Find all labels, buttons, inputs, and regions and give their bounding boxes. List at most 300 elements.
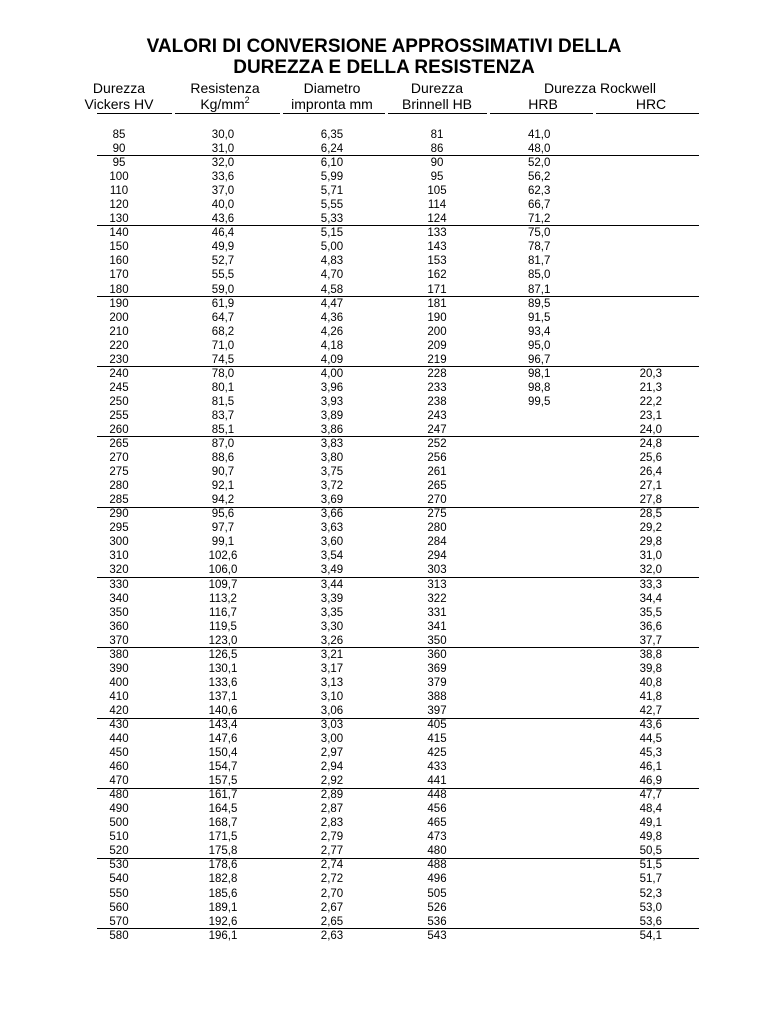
table-row [0,226,768,240]
cell-hrc: 35,5 [639,606,662,619]
cell-diametro: 5,00 [320,241,344,254]
cell-hrb: 48,0 [528,143,551,156]
group-separator-line [97,718,699,719]
cell-brinnell: 243 [427,409,447,422]
cell-resistenza: 49,9 [211,241,235,254]
cell-brinnell: 294 [427,550,447,563]
cell-hv: 480 [109,789,129,802]
cell-resistenza: 68,2 [211,325,235,338]
table-row [0,198,768,212]
cell-hrc: 24,8 [639,438,662,451]
cell-hrc: 52,3 [639,887,662,900]
cell-brinnell: 275 [427,508,447,521]
cell-hrc: 27,1 [639,480,662,493]
table-row [0,844,768,858]
cell-brinnell: 181 [427,297,447,310]
cell-resistenza: 88,6 [211,452,235,465]
cell-hrb: 66,7 [528,199,551,212]
cell-resistenza: 157,5 [208,775,238,788]
cell-hv: 170 [109,269,129,282]
cell-resistenza: 64,7 [211,311,235,324]
cell-hv: 310 [109,550,129,563]
table-row [0,325,768,339]
cell-hv: 400 [109,676,129,689]
table-row [0,563,768,577]
cell-brinnell: 247 [427,423,447,436]
cell-brinnell: 265 [427,480,447,493]
cell-resistenza: 161,7 [208,789,238,802]
cell-hv: 500 [109,817,129,830]
cell-brinnell: 162 [427,269,447,282]
cell-resistenza: 150,4 [208,747,238,760]
cell-brinnell: 86 [430,143,444,156]
cell-brinnell: 105 [427,185,447,198]
cell-resistenza: 164,5 [208,803,238,816]
cell-brinnell: 200 [427,325,447,338]
cell-resistenza: 97,7 [211,522,235,535]
page-title-line-1: VALORI DI CONVERSIONE APPROSSIMATIVI DELLA [146,36,622,57]
table-row [0,549,768,563]
cell-brinnell: 171 [427,283,447,296]
page-title-line-2: DUREZZA E DELLA RESISTENZA [233,57,535,78]
table-row [0,451,768,465]
cell-hv: 130 [109,213,129,226]
table-row [0,156,768,170]
cell-resistenza: 31,0 [211,143,235,156]
cell-diametro: 2,97 [320,747,344,760]
header-underline-res [175,113,280,114]
cell-diametro: 2,87 [320,803,344,816]
cell-brinnell: 322 [427,592,447,605]
cell-hv: 120 [109,199,129,212]
cell-hv: 320 [109,564,129,577]
cell-hrb: 98,8 [528,381,551,394]
cell-hv: 420 [109,704,129,717]
cell-hv: 275 [109,466,129,479]
cell-brinnell: 341 [427,620,447,633]
table-row [0,648,768,662]
cell-hv: 530 [109,859,129,872]
cell-hrc: 46,1 [639,761,662,774]
cell-hv: 570 [109,915,129,928]
cell-diametro: 3,75 [320,466,344,479]
cell-diametro: 4,09 [320,353,344,366]
cell-diametro: 6,10 [320,157,344,170]
cell-diametro: 3,66 [320,508,344,521]
cell-resistenza: 92,1 [211,480,235,493]
cell-diametro: 6,35 [320,129,344,141]
cell-hrc: 20,3 [639,367,662,380]
cell-brinnell: 238 [427,395,447,408]
cell-diametro: 4,47 [320,297,344,310]
cell-brinnell: 480 [427,845,447,858]
cell-hv: 200 [109,311,129,324]
cell-hv: 160 [109,255,129,268]
cell-brinnell: 388 [427,690,447,703]
cell-hrb: 52,0 [528,157,551,170]
table-row [0,395,768,409]
cell-hv: 520 [109,845,129,858]
table-row [0,578,768,592]
group-separator-line [97,155,699,156]
cell-hv: 240 [109,367,129,380]
cell-hrb: 95,0 [528,339,551,352]
header-underline-hb [388,113,487,114]
cell-hv: 260 [109,423,129,436]
cell-diametro: 5,99 [320,171,344,184]
table-row [0,606,768,620]
cell-diametro: 4,36 [320,311,344,324]
cell-brinnell: 433 [427,761,447,774]
cell-hv: 380 [109,648,129,661]
group-separator-line [97,225,699,226]
cell-diametro: 3,35 [320,606,344,619]
cell-resistenza: 178,6 [208,859,238,872]
cell-diametro: 3,26 [320,634,344,647]
cell-diametro: 3,03 [320,718,344,731]
cell-resistenza: 143,4 [208,718,238,731]
cell-hrb: 96,7 [528,353,551,366]
cell-hrc: 47,7 [639,789,662,802]
cell-hv: 295 [109,522,129,535]
cell-resistenza: 154,7 [208,761,238,774]
table-row [0,872,768,886]
cell-hv: 440 [109,733,129,746]
cell-resistenza: 123,0 [208,634,238,647]
cell-diametro: 3,44 [320,578,344,591]
cell-hv: 410 [109,690,129,703]
cell-hrc: 40,8 [639,676,662,689]
header-underline-hrb [490,113,593,114]
cell-resistenza: 85,1 [211,423,235,436]
table-row [0,353,768,367]
cell-brinnell: 114 [427,199,447,212]
cell-resistenza: 61,9 [211,297,235,310]
cell-resistenza: 43,6 [211,213,235,226]
cell-brinnell: 379 [427,676,447,689]
cell-diametro: 2,63 [320,929,344,942]
cell-resistenza: 32,0 [211,157,235,170]
table-row [0,297,768,311]
cell-hv: 285 [109,494,129,507]
cell-diametro: 4,83 [320,255,344,268]
cell-hrc: 53,0 [639,901,662,914]
cell-brinnell: 219 [427,353,447,366]
cell-resistenza: 59,0 [211,283,235,296]
cell-hrc: 37,7 [639,634,662,647]
cell-brinnell: 360 [427,648,447,661]
header-rockwell: Durezza Rockwell [543,80,657,96]
cell-brinnell: 526 [427,901,447,914]
table-row [0,212,768,226]
cell-diametro: 3,80 [320,452,344,465]
cell-hv: 450 [109,747,129,760]
cell-brinnell: 536 [427,915,447,928]
cell-brinnell: 496 [427,873,447,886]
table-row [0,858,768,872]
header-hb-line2: Brinnell HB [401,96,473,112]
cell-resistenza: 140,6 [208,704,238,717]
cell-brinnell: 303 [427,564,447,577]
cell-hrb: 87,1 [528,283,551,296]
header-hrc: HRC [635,96,667,112]
header-hv-line2: Vickers HV [84,96,154,112]
cell-resistenza: 175,8 [208,845,238,858]
cell-diametro: 3,21 [320,648,344,661]
cell-brinnell: 280 [427,522,447,535]
cell-hrc: 39,8 [639,662,662,675]
cell-diametro: 3,00 [320,733,344,746]
cell-hrc: 49,1 [639,817,662,830]
cell-hrc: 29,2 [639,522,662,535]
cell-brinnell: 369 [427,662,447,675]
table-row [0,592,768,606]
cell-hv: 580 [109,929,129,942]
header-dia-line1: Diametro [303,80,361,96]
table-row [0,676,768,690]
cell-resistenza: 81,5 [211,395,235,408]
cell-hv: 460 [109,761,129,774]
cell-hrc: 33,3 [639,578,662,591]
cell-brinnell: 95 [430,171,444,184]
cell-hv: 150 [109,241,129,254]
cell-diametro: 4,00 [320,367,344,380]
cell-diametro: 4,58 [320,283,344,296]
cell-hrb: 85,0 [528,269,551,282]
cell-hrb: 93,4 [528,325,551,338]
cell-diametro: 3,13 [320,676,344,689]
table-row [0,535,768,549]
cell-brinnell: 270 [427,494,447,507]
cell-resistenza: 99,1 [211,536,235,549]
cell-hrc: 26,4 [639,466,662,479]
table-row [0,184,768,198]
table-row [0,465,768,479]
header-underline-hrc [596,113,699,114]
cell-hv: 90 [112,143,126,156]
cell-resistenza: 55,5 [211,269,235,282]
cell-diametro: 3,10 [320,690,344,703]
cell-diametro: 3,89 [320,409,344,422]
header-dia-line2: impronta mm [291,96,373,112]
table-row [0,409,768,423]
cell-hv: 270 [109,452,129,465]
cell-resistenza: 168,7 [208,817,238,830]
cell-hrc: 45,3 [639,747,662,760]
cell-brinnell: 209 [427,339,447,352]
table-row [0,283,768,297]
cell-hv: 250 [109,395,129,408]
cell-brinnell: 441 [427,775,447,788]
cell-brinnell: 397 [427,704,447,717]
header-underline-hv [97,113,172,114]
cell-hv: 220 [109,339,129,352]
cell-brinnell: 190 [427,311,447,324]
cell-hrc: 51,5 [639,859,662,872]
cell-hrc: 42,7 [639,704,662,717]
cell-diametro: 2,74 [320,859,344,872]
table-row [0,437,768,451]
cell-diametro: 3,49 [320,564,344,577]
table-row [0,887,768,901]
cell-diametro: 3,69 [320,494,344,507]
cell-hv: 265 [109,438,129,451]
cell-hrc: 49,8 [639,831,662,844]
cell-diametro: 2,92 [320,775,344,788]
cell-brinnell: 543 [427,929,447,942]
cell-brinnell: 313 [427,578,447,591]
cell-resistenza: 130,1 [208,662,238,675]
cell-diametro: 2,83 [320,817,344,830]
cell-hv: 360 [109,620,129,633]
cell-hv: 330 [109,578,129,591]
cell-hv: 140 [109,227,129,240]
cell-hv: 430 [109,718,129,731]
cell-brinnell: 228 [427,367,447,380]
cell-hrb: 56,2 [528,171,551,184]
table-row [0,746,768,760]
cell-diametro: 5,15 [320,227,344,240]
header-hb-line1: Durezza [410,80,464,96]
cell-brinnell: 261 [427,466,447,479]
group-separator-line [97,436,699,437]
cell-diametro: 3,30 [320,620,344,633]
table-row [0,662,768,676]
cell-brinnell: 81 [430,129,444,141]
cell-brinnell: 488 [427,859,447,872]
cell-diametro: 5,55 [320,199,344,212]
cell-resistenza: 182,8 [208,873,238,886]
cell-resistenza: 171,5 [208,831,238,844]
cell-brinnell: 252 [427,438,447,451]
cell-hrc: 38,8 [639,648,662,661]
cell-hv: 490 [109,803,129,816]
table-row [0,254,768,268]
cell-brinnell: 405 [427,718,447,731]
header-underline-dia [283,113,385,114]
cell-hv: 95 [112,157,126,170]
cell-resistenza: 46,4 [211,227,235,240]
cell-brinnell: 133 [427,227,447,240]
cell-hrc: 51,7 [639,873,662,886]
cell-brinnell: 456 [427,803,447,816]
cell-hrc: 44,5 [639,733,662,746]
cell-hv: 255 [109,409,129,422]
cell-resistenza: 83,7 [211,409,235,422]
cell-diametro: 2,65 [320,915,344,928]
table-row [0,732,768,746]
table-row [0,816,768,830]
cell-resistenza: 192,6 [208,915,238,928]
cell-brinnell: 284 [427,536,447,549]
table-row [0,802,768,816]
group-separator-line [97,507,699,508]
cell-brinnell: 350 [427,634,447,647]
table-row [0,830,768,844]
cell-diametro: 2,79 [320,831,344,844]
cell-hrc: 21,3 [639,381,662,394]
cell-hrb: 78,7 [528,241,551,254]
cell-hrb: 99,5 [528,395,551,408]
cell-hrb: 62,3 [528,185,551,198]
cell-hrc: 46,9 [639,775,662,788]
cell-resistenza: 147,6 [208,733,238,746]
cell-resistenza: 37,0 [211,185,235,198]
cell-resistenza: 33,6 [211,171,235,184]
group-separator-line [97,858,699,859]
table-row [0,507,768,521]
group-separator-line [97,577,699,578]
table-row [0,620,768,634]
cell-diametro: 3,06 [320,704,344,717]
group-separator-line [97,647,699,648]
cell-resistenza: 116,7 [209,606,237,619]
cell-resistenza: 106,0 [208,564,238,577]
cell-resistenza: 80,1 [211,381,235,394]
cell-brinnell: 124 [427,213,447,226]
table-row [0,901,768,915]
cell-hrc: 43,6 [639,718,662,731]
cell-diametro: 2,72 [320,873,344,886]
cell-brinnell: 233 [427,381,447,394]
table-row [0,240,768,254]
cell-resistenza: 126,5 [208,648,238,661]
cell-brinnell: 90 [430,157,444,170]
cell-resistenza: 133,6 [208,676,238,689]
cell-hv: 85 [112,129,126,141]
table-row [0,760,768,774]
table-row [0,690,768,704]
cell-hrb: 89,5 [528,297,551,310]
cell-resistenza: 196,1 [208,929,238,942]
group-separator-line [97,928,699,929]
cell-hv: 230 [109,353,129,366]
cell-brinnell: 473 [427,831,447,844]
cell-diametro: 3,83 [320,438,344,451]
cell-hrb: 98,1 [528,367,551,380]
cell-hrc: 28,5 [639,508,662,521]
cell-resistenza: 40,0 [211,199,235,212]
cell-hv: 180 [109,283,129,296]
cell-hrc: 50,5 [639,845,662,858]
cell-hv: 340 [109,592,129,605]
cell-hv: 210 [109,325,129,338]
table-row [0,718,768,732]
cell-brinnell: 465 [427,817,447,830]
cell-diametro: 3,96 [320,381,344,394]
table-row [0,339,768,353]
cell-resistenza: 52,7 [211,255,235,268]
cell-resistenza: 78,0 [211,367,235,380]
cell-hrc: 22,2 [639,395,662,408]
cell-diametro: 3,60 [320,536,344,549]
cell-hrb: 41,0 [528,129,551,141]
cell-resistenza: 87,0 [211,438,235,451]
cell-hv: 510 [109,831,129,844]
cell-resistenza: 74,5 [211,353,235,366]
cell-hrc: 34,4 [639,592,662,605]
table-row [0,423,768,437]
cell-hv: 540 [109,873,129,886]
cell-diametro: 2,67 [320,901,344,914]
cell-hrc: 31,0 [639,550,662,563]
cell-diametro: 4,18 [320,339,344,352]
cell-resistenza: 109,7 [208,578,238,591]
cell-hrb: 71,2 [528,213,551,226]
group-separator-line [97,296,699,297]
cell-hv: 100 [109,171,129,184]
cell-hv: 280 [109,480,129,493]
